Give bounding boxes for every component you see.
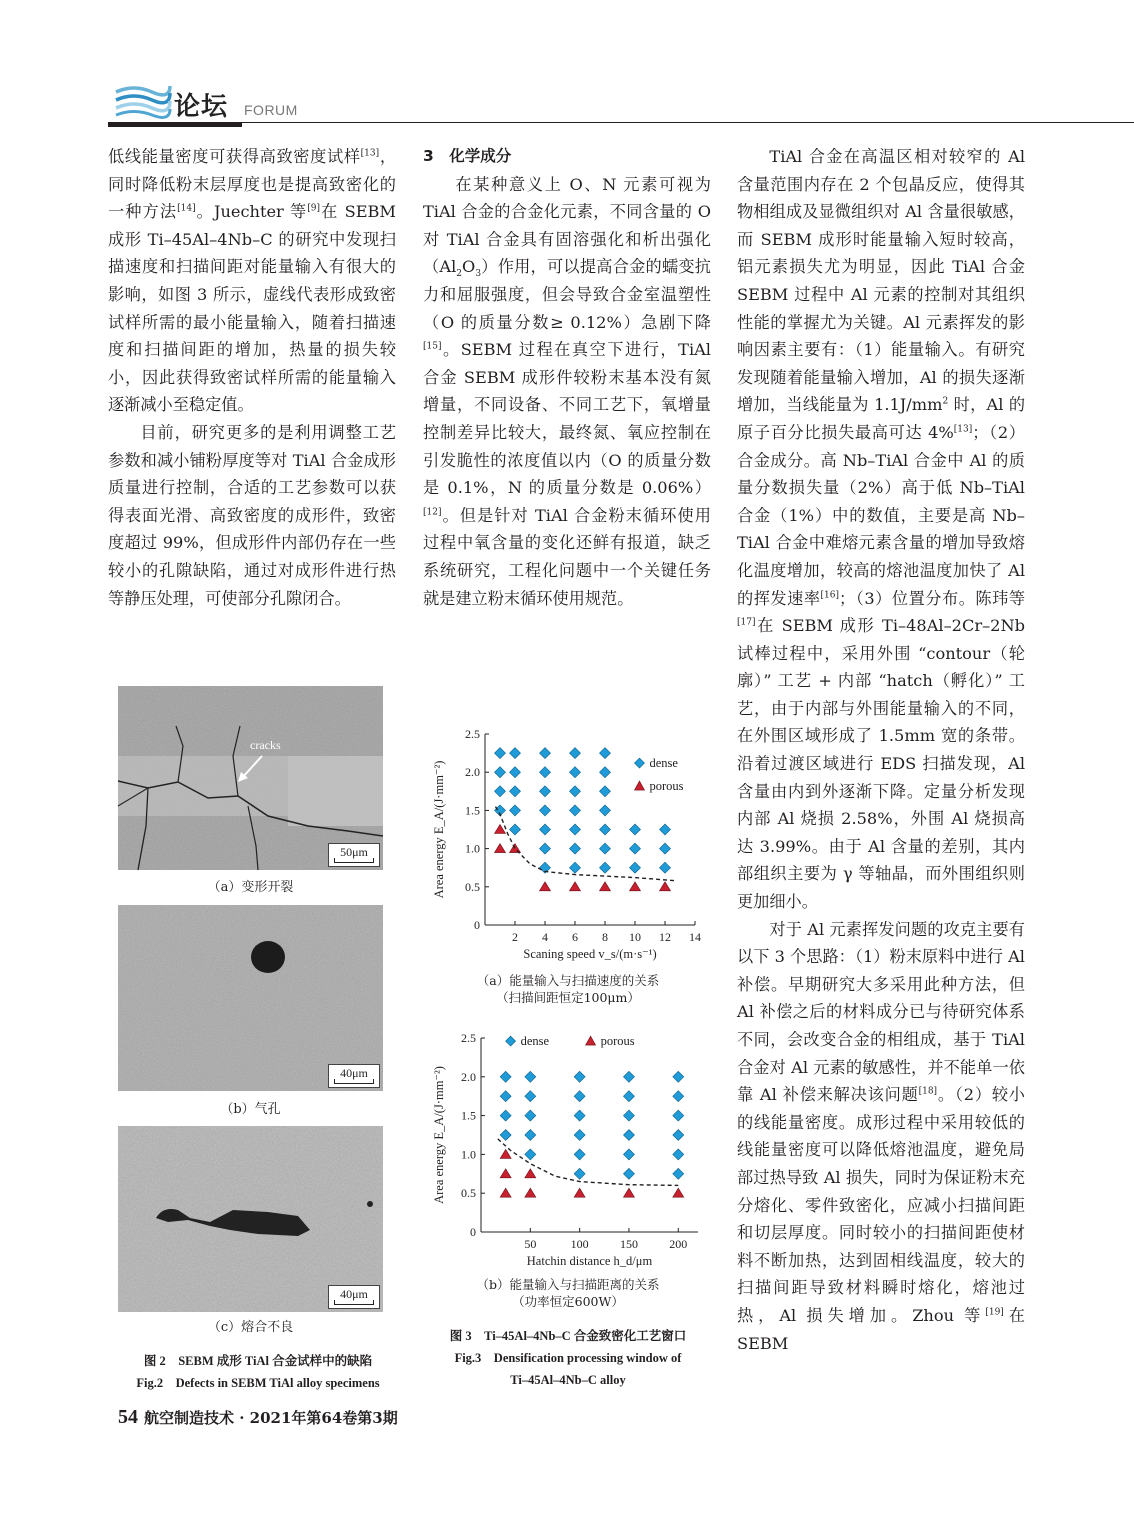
porous-marker (570, 882, 581, 891)
dense-marker (630, 824, 641, 835)
micrograph-lack-of-fusion (118, 1126, 383, 1312)
panel-caption: （b）气孔 (220, 1102, 281, 1117)
porous-marker (540, 882, 551, 891)
dense-marker (660, 843, 671, 854)
dense-marker (495, 748, 506, 759)
svg-text:10: 10 (629, 930, 641, 944)
svg-text:6: 6 (572, 930, 578, 944)
dense-marker (570, 767, 581, 778)
dense-marker (600, 862, 611, 873)
svg-text:100: 100 (570, 1237, 589, 1251)
text-run: 在某种意义上 O、N 元素可视为 TiAl 合金的合金化元素，不同含量的 O 对 TiAl 合金具有固溶强化和析出强化（Al (423, 174, 711, 277)
boundary-line (496, 807, 676, 881)
svg-text:50: 50 (524, 1237, 537, 1251)
porous-marker (574, 1188, 585, 1197)
svg-text:150: 150 (619, 1237, 638, 1251)
text-run: TiAl 合金在高温区相对较窄的 Al 含量范围内存在 2 个包晶反应，使得其物相组成及显微组织对 Al 含量很敏感，而 SEBM 成形时能量输入短时较高，铝元素损失尤为明显，因此 TiAl 合金 SEBM 过程中 Al 元素的控制对其组织性能的掌握尤为关键。Al 元素挥发的影响因素主要有：（1）能量输入。有研究发现随着能量输入增加，Al 的损失逐渐增加，当线能量为 1.1J/mm (737, 147, 1025, 415)
scale-label: 50μm (340, 845, 368, 859)
dense-marker (570, 843, 581, 854)
text-run: ；（3）位置分布。陈玮等 (839, 588, 1026, 608)
dense-marker (540, 767, 551, 778)
text-run: 。但是针对 TiAl 合金粉末循环使用过程中氧含量的变化还鲜有报道，缺乏系统研究，工程化问题中一个关键任务就是建立粉末循环使用规范。 (423, 505, 711, 608)
porous-marker (660, 882, 671, 891)
paragraph: 目前，研究更多的是利用调整工艺参数和减小铺粉厚度等对 TiAl 合金成形质量进行控制，合适的工艺参数可以获得表面光滑、高致密度的成形件，致密度超过 99%，但成形件内部仍存在一些较小的孔隙缺陷，通过对成形件进行热等静压处理，可使部分孔隙闭合。 (108, 422, 396, 608)
journal-name: 航空制造技术 · 2021年第64卷第3期 (144, 1409, 398, 1427)
text-run: 时，Al 的原子百分比损失最高可达 4% (737, 395, 1026, 442)
porous-marker (525, 1188, 536, 1197)
x-axis-label: Scaning speed v_s/(m·s⁻¹) (523, 947, 657, 961)
dense-marker (660, 862, 671, 873)
citation[interactable]: [13] (953, 424, 973, 435)
svg-text:12: 12 (659, 930, 671, 944)
arrow-icon (236, 754, 266, 784)
text-run: 在 SEBM (737, 1305, 1025, 1353)
subscript: 2 (456, 269, 463, 280)
dense-marker (570, 862, 581, 873)
text-run: 。（2）较小的线能量密度。成形过程中采用较低的线能量密度可以降低熔池温度，避免局部过热导致 Al 损失，同时为保证粉末充分熔化、零件致密化，应减小扫描间距和切层厚度。同时较小的扫描间距使材料不断加热，达到固相线温度，较大的扫描间距导致材料瞬时熔化，熔池过热，Al 损失增加。Zhou 等 (737, 1085, 1025, 1325)
svg-text:porous: porous (600, 1034, 635, 1049)
scale-bar (328, 1285, 380, 1309)
svg-text:porous: porous (649, 779, 684, 794)
text-run: 。SEBM 过程在真空下进行，TiAl 合金 SEBM 成形件较粉末基本没有氮增量，不同设备、不同工艺下，氧增量控制差异比较大，最终氮、氧应控制在引发脆性的浓度值以内（O 的质量分数是 0.1%，N 的质量分数是 0.06%） (423, 340, 711, 498)
svg-text:200: 200 (669, 1237, 688, 1251)
legend-dense-icon (635, 758, 645, 768)
dense-marker (660, 824, 671, 835)
dense-marker (510, 786, 521, 797)
caption-en: Fig.2 Defects in SEBM TiAl alloy specimens (136, 1376, 380, 1390)
svg-text:2.5: 2.5 (461, 1031, 476, 1045)
micrograph-pore (118, 905, 383, 1091)
text-column-1 (108, 143, 396, 612)
dense-marker (600, 843, 611, 854)
caption-en-line2: Ti–45Al–4Nb–C alloy (510, 1373, 626, 1387)
svg-text:0.5: 0.5 (461, 1186, 476, 1201)
dense-marker (623, 1130, 634, 1141)
header-rule-thin (242, 122, 1134, 123)
dense-marker (673, 1149, 684, 1160)
dense-marker (540, 843, 551, 854)
panel-caption: （a）变形开裂 (207, 880, 294, 895)
dense-marker (495, 767, 506, 778)
text-column-2 (423, 143, 711, 612)
scale-label: 40μm (340, 1287, 368, 1301)
caption-en-line1: Fig.3 Densification processing window of (454, 1351, 682, 1365)
dense-marker (600, 748, 611, 759)
text-run: ；（2）合金成分。高 Nb–TiAl 合金中 Al 的质量分数损失量（2%）高于低 Nb–TiAl 合金（1%）中的数值，主要是高 Nb–TiAl 合金中难熔元素含量的增加导致熔化温度增加，较高的熔池温度加快了 Al 的挥发速率 (737, 422, 1025, 608)
page-number: 54 (118, 1406, 138, 1428)
dense-marker (500, 1130, 511, 1141)
citation[interactable]: [9] (307, 203, 321, 214)
dense-marker (495, 786, 506, 797)
superscript: 2 (942, 396, 949, 407)
scale-bar (328, 1064, 380, 1088)
scale-bar (328, 843, 380, 867)
dense-marker (673, 1071, 684, 1082)
citation[interactable]: [16] (820, 590, 840, 601)
waves-logo-icon (114, 84, 172, 120)
porous-marker (500, 1169, 511, 1178)
porous-marker (500, 1149, 511, 1158)
dense-marker (574, 1110, 585, 1121)
legend-porous-icon (586, 1036, 596, 1045)
text-run: ，同时降低粉末层厚度也是提高致密化的一种方法 (108, 147, 397, 222)
svg-text:1.5: 1.5 (461, 1108, 476, 1123)
x-axis-label: Hatchin distance h_d/μm (526, 1254, 653, 1268)
chart-a-caption-line2: （扫描间距恒定100μm） (496, 990, 640, 1005)
dense-marker (540, 824, 551, 835)
dense-marker (673, 1130, 684, 1141)
dense-marker (540, 748, 551, 759)
text-run: O (462, 257, 476, 277)
dense-marker (525, 1149, 536, 1160)
y-axis-label: Area energy E_A/(J·mm⁻²) (432, 760, 446, 899)
paragraph (108, 143, 396, 419)
dense-marker (574, 1071, 585, 1082)
dense-marker (500, 1071, 511, 1082)
panel-caption: （c）熔合不良 (207, 1320, 294, 1335)
citation[interactable]: [15] (423, 341, 442, 352)
dense-marker (510, 767, 521, 778)
text-column-3 (737, 143, 1025, 1357)
chart-a-caption (423, 972, 713, 1006)
text-run: 在 SEBM 成形 Ti–45Al–4Nb–C 的研究中发现扫描速度和扫描间距对能量输入有很大的影响，如图 3 所示，虚线代表形成致密试样所需的最小能量输入，随着扫描速度和扫描间距的增加，热量的损失较小，因此获得致密试样所需的能量输入逐渐减小至稳定值。 (108, 202, 397, 415)
citation[interactable]: [18] (918, 1086, 938, 1097)
caption-cn: 图 3 Ti–45Al–4Nb–C 合金致密化工艺窗口 (449, 1329, 687, 1343)
svg-text:2.5: 2.5 (465, 727, 480, 741)
porous-marker (630, 882, 641, 891)
figure-3-caption (420, 1325, 716, 1391)
page-header (108, 84, 1134, 128)
porous-marker (495, 844, 506, 853)
porous-marker (623, 1188, 634, 1197)
text-run: 。Juechter 等 (195, 202, 308, 222)
dense-marker (570, 805, 581, 816)
svg-text:4: 4 (542, 930, 548, 944)
text-run: 对于 Al 元素挥发问题的攻克主要有以下 3 个思路：（1）粉末原料中进行 Al 补偿。早期研究大多采用此种方法，但 Al 补偿之后的材料成分已与待研究体系不同，会改变合金的相组成，基于 TiAl 合金对 Al 元素的敏感性，并不能单一依靠 Al 补偿来解决该问题 (737, 919, 1025, 1105)
dense-marker (570, 786, 581, 797)
paragraph (423, 171, 711, 613)
svg-text:1.5: 1.5 (465, 803, 480, 818)
paragraph (737, 143, 1025, 916)
legend-porous-icon (635, 781, 645, 790)
citation[interactable]: [14] (177, 203, 196, 214)
chart-scan-speed (425, 722, 715, 961)
subscript: 3 (475, 269, 482, 280)
svg-text:1.0: 1.0 (465, 841, 480, 856)
dense-marker (525, 1110, 536, 1121)
chart-b-caption (423, 1276, 713, 1310)
dense-marker (574, 1091, 585, 1102)
dense-marker (574, 1168, 585, 1179)
svg-text:1.0: 1.0 (461, 1147, 476, 1162)
section-heading: 3 化学成分 (423, 147, 512, 165)
dense-marker (600, 824, 611, 835)
dense-marker (540, 786, 551, 797)
dense-marker (623, 1071, 634, 1082)
dense-marker (510, 824, 521, 835)
dense-marker (570, 748, 581, 759)
svg-text:2.0: 2.0 (465, 765, 480, 780)
svg-text:2: 2 (512, 930, 518, 944)
boundary-line (498, 1139, 679, 1186)
text-run: 在 SEBM 成形 Ti–48Al–2Cr–2Nb 试棒过程中，采用外围 “contour（轮廓）” 工艺 + 内部 “hatch（孵化）” 工艺，由于内部与外围能量输入的不同，在外围区域形成了 1.5mm 宽的条带。沿着过渡区域进行 EDS 扫描发现，Al 含量由内到外逐渐下降。定量分析发现内部 Al 烧损 2.58%，外围 Al 烧损高达 3.99%。由于 Al 含量的差别，其内部组织主要为 γ 等轴晶，而外围组织则更加细小。 (737, 616, 1025, 912)
dense-marker (540, 805, 551, 816)
paragraph (737, 916, 1025, 1358)
svg-text:0: 0 (474, 918, 480, 932)
dense-marker (525, 1071, 536, 1082)
text-run: 低线能量密度可获得高致密度试样 (108, 147, 361, 166)
dense-marker (623, 1168, 634, 1179)
dense-marker (510, 805, 521, 816)
dense-marker (525, 1091, 536, 1102)
chart-hatch-distance (425, 1025, 715, 1275)
svg-text:14: 14 (689, 930, 701, 944)
dense-marker (574, 1149, 585, 1160)
citation[interactable]: [12] (423, 507, 442, 518)
dense-marker (600, 786, 611, 797)
dense-marker (630, 843, 641, 854)
chart-a-caption-line1: （a）能量输入与扫描速度的关系 (476, 973, 660, 988)
svg-text:dense: dense (520, 1034, 550, 1049)
porous-marker (525, 1169, 536, 1178)
legend-dense-icon (506, 1036, 516, 1046)
dense-marker (525, 1130, 536, 1141)
scale-label: 40μm (340, 1066, 368, 1080)
caption-cn: 图 2 SEBM 成形 TiAl 合金试样中的缺陷 (143, 1354, 373, 1368)
text-run: ）作用，可以提高合金的蠕变抗力和屈服强度，但会导致合金室温塑性（O 的质量分数≥ 0.12%）急剧下降 (423, 257, 711, 332)
chart-b-caption-line1: （b）能量输入与扫描距离的关系 (476, 1277, 660, 1292)
chart-b-caption-line2: （功率恒定600W） (512, 1294, 624, 1309)
dense-marker (623, 1091, 634, 1102)
dense-marker (570, 824, 581, 835)
porous-marker (673, 1188, 684, 1197)
dense-marker (673, 1110, 684, 1121)
dense-marker (673, 1168, 684, 1179)
page-footer (118, 1406, 398, 1429)
dense-marker (630, 862, 641, 873)
porous-marker (600, 882, 611, 891)
svg-text:dense: dense (649, 756, 678, 771)
cracks-annotation: cracks (250, 738, 281, 752)
dense-marker (600, 767, 611, 778)
dense-marker (623, 1149, 634, 1160)
svg-text:0.5: 0.5 (465, 879, 480, 894)
dense-marker (574, 1130, 585, 1141)
porous-marker (500, 1188, 511, 1197)
dense-marker (500, 1110, 511, 1121)
dense-marker (500, 1091, 511, 1102)
svg-text:2.0: 2.0 (461, 1069, 476, 1084)
citation[interactable]: [17] (737, 617, 756, 628)
dense-marker (600, 805, 611, 816)
y-axis-label: Area energy E_A/(J·mm⁻²) (432, 1066, 446, 1204)
citation[interactable]: [13] (360, 148, 380, 159)
dense-marker (623, 1110, 634, 1121)
dense-marker (673, 1091, 684, 1102)
svg-text:8: 8 (602, 930, 608, 944)
section-title-en: FORUM (244, 102, 298, 118)
citation[interactable]: [19] (985, 1307, 1004, 1318)
micrograph-cracks (118, 686, 383, 870)
svg-text:0: 0 (470, 1225, 476, 1239)
section-title-cn: 论坛 (174, 92, 229, 122)
figure-2-caption (108, 1350, 408, 1394)
dense-marker (510, 748, 521, 759)
header-rule-thick (108, 122, 242, 127)
